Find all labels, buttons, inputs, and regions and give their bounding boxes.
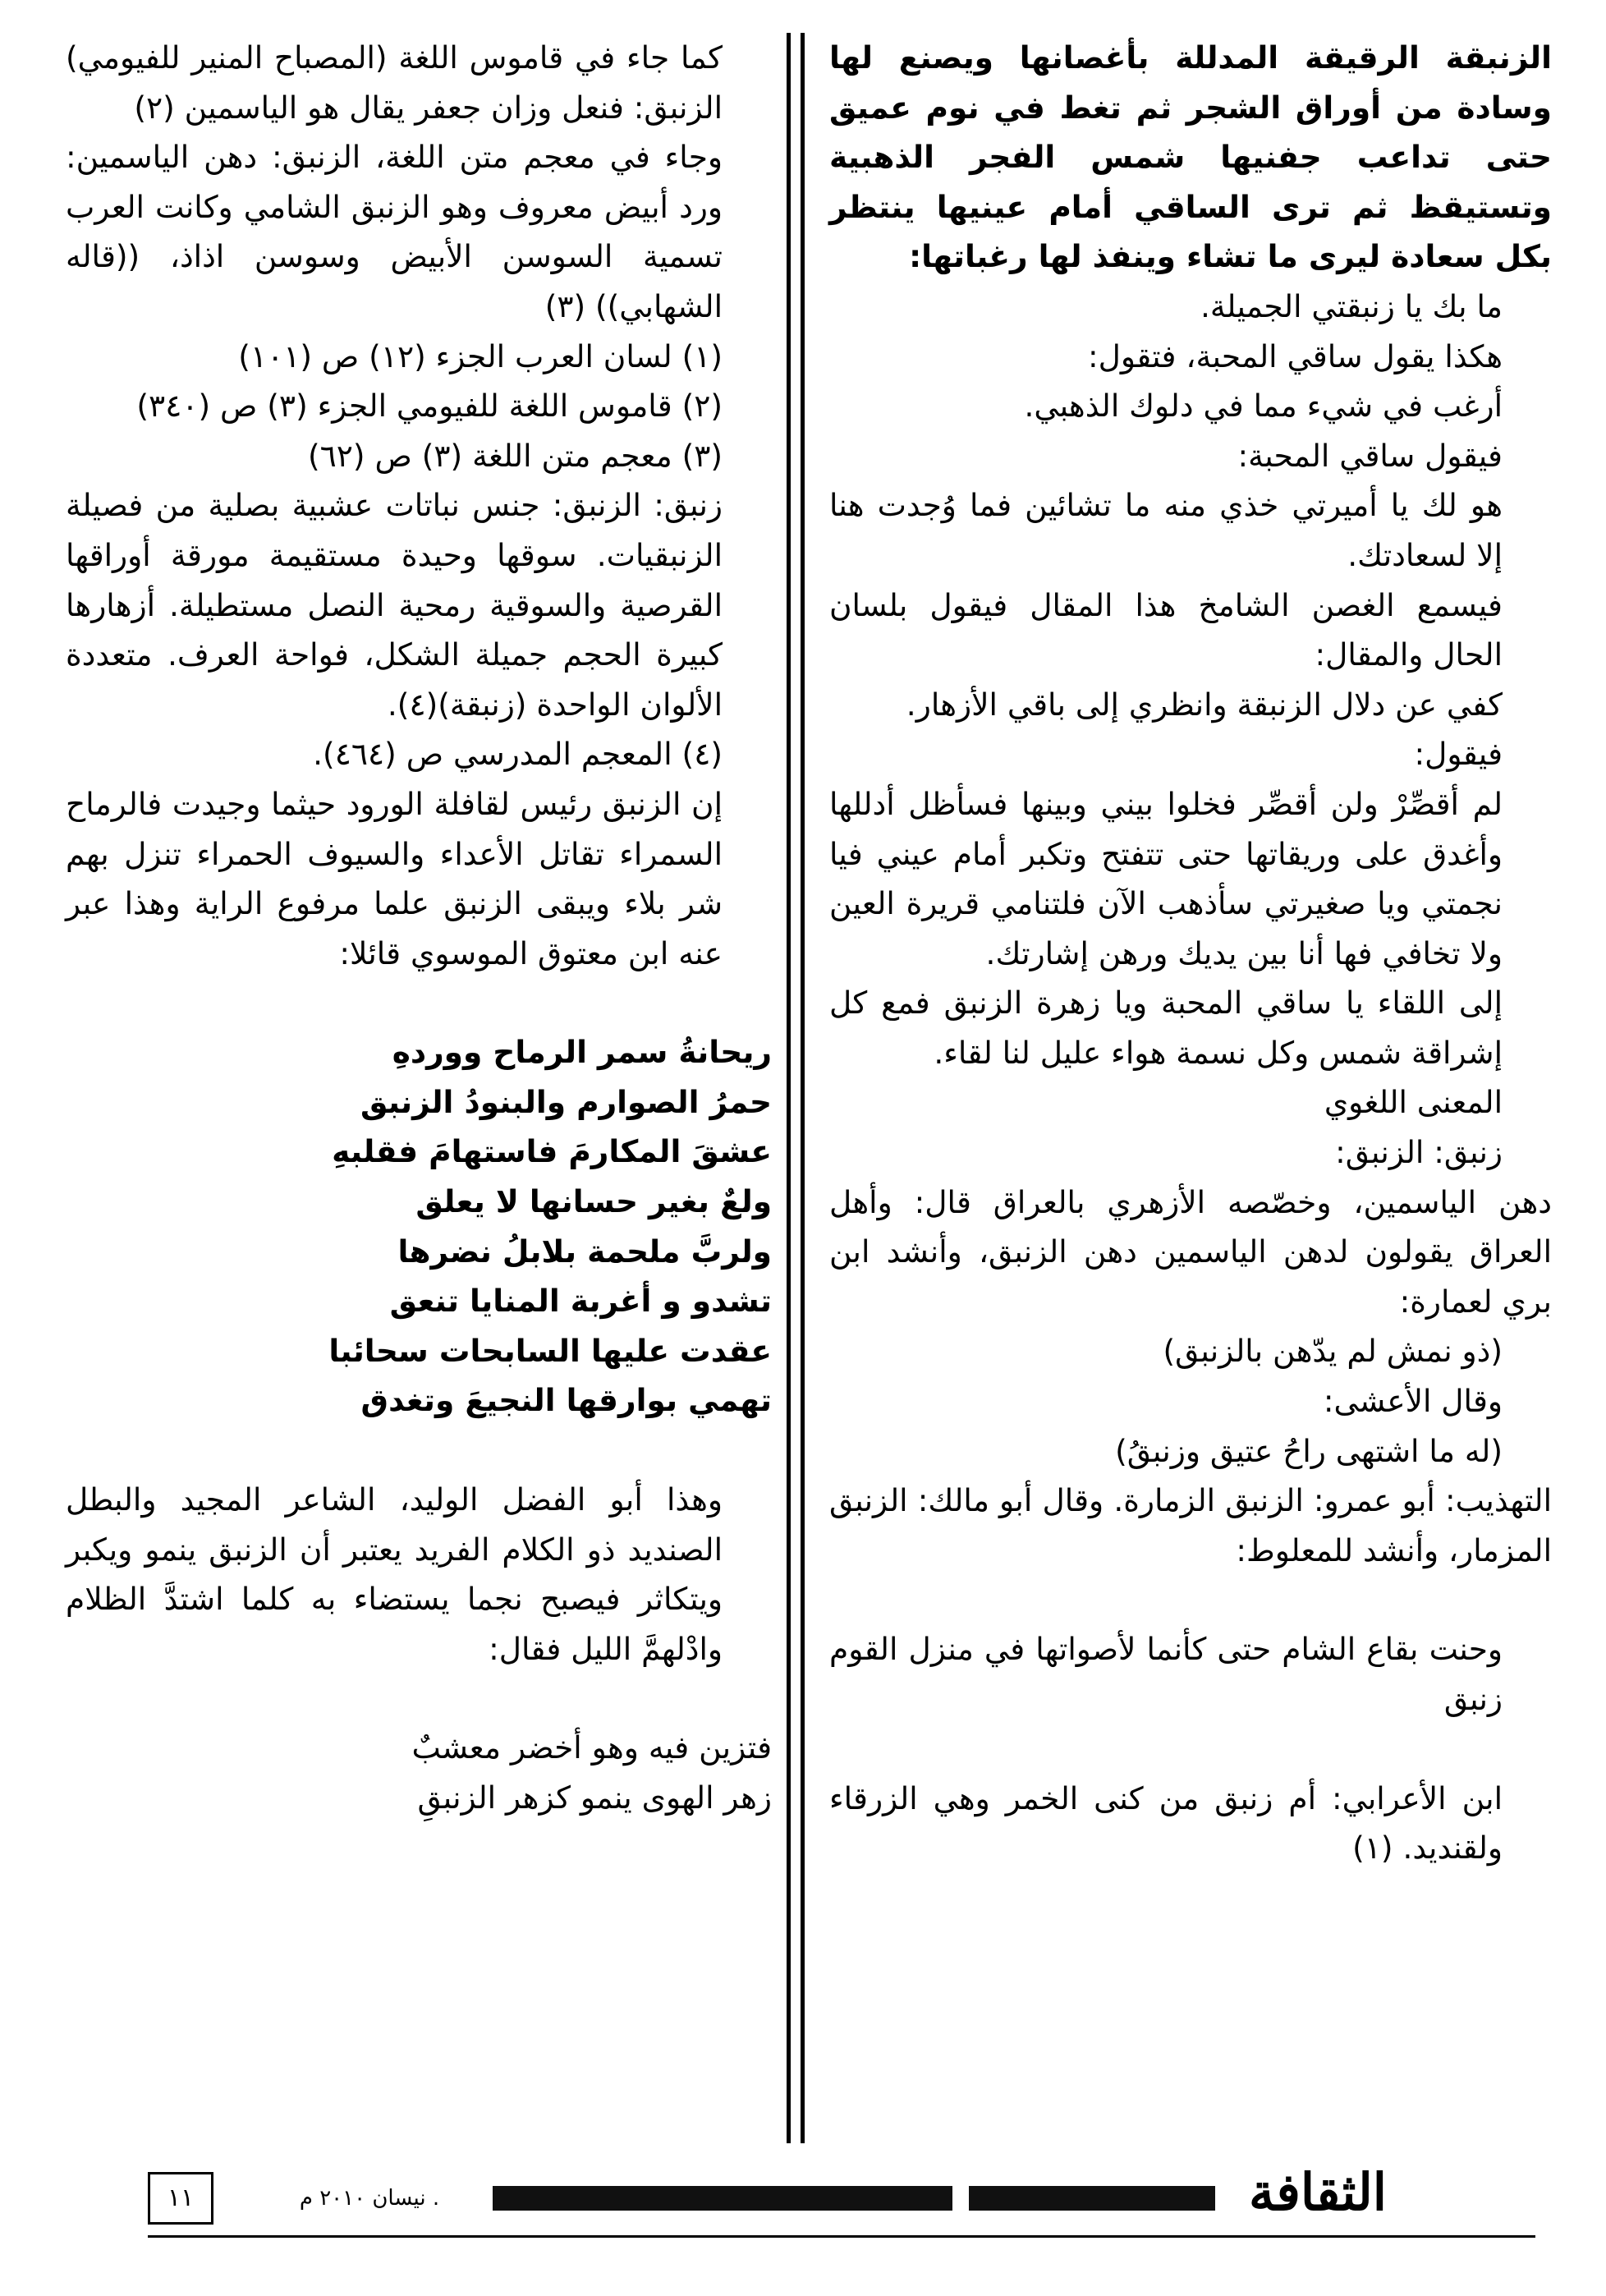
- spacer: [66, 1426, 772, 1475]
- paragraph: كما جاء في قاموس اللغة (المصباح المنير للفيومي) الزنبق: فنعل وزان جعفر يقال هو الياسمين (٢): [66, 39, 723, 126]
- paragraph: إن الزنبق رئيس لقافلة الورود حيثما وجيدت فالرماح السمراء تقاتل الأعداء والسيوف الحمراء تنزل بهم شر بلاء ويبقى الزنبق علما مرفوع الراية وهذا عبر عنه ابن معتوق الموسوي قائلا:: [66, 785, 723, 971]
- paragraph: فيسمع الغصن الشامخ هذا المقال فيقول بلسان الحال والمقال:: [829, 586, 1503, 673]
- paragraph: هكذا يقول ساقي المحبة، فتقول:: [1087, 338, 1503, 374]
- paragraph: فتزين فيه وهو أخضر معشبٌ: [411, 1729, 772, 1766]
- paragraph: تهمي بوارقها النجيعَ وتغدق: [360, 1382, 772, 1419]
- spacer: [66, 1674, 772, 1723]
- column-divider: [787, 33, 805, 2143]
- footer-bar-right: [969, 2186, 1215, 2211]
- paragraph: (له ما اشتهى راحُ عتيق وزنبقُ): [1115, 1432, 1503, 1469]
- paragraph: (٤) المعجم المدرسي ص (٤٦٤).: [313, 736, 723, 773]
- spacer: [829, 1724, 1552, 1774]
- paragraph: ولربَّ ملحمة بلابلُ نضرها: [397, 1233, 772, 1270]
- paragraph: فيقول:: [1414, 736, 1503, 773]
- paragraph: وقال الأعشى:: [1323, 1383, 1503, 1420]
- paragraph: فيقول ساقي المحبة:: [1237, 437, 1503, 474]
- right-column: [829, 33, 1552, 1873]
- paragraph: أرغب في شيء مما في دلوك الذهبي.: [1024, 388, 1503, 425]
- paragraph: (٢) قاموس اللغة للفيومي الجزء (٣) ص (٣٤٠): [136, 388, 723, 425]
- paragraph: حمرُ الصوارم والبنودُ الزنبق: [360, 1083, 772, 1120]
- paragraph: المعنى اللغوي: [1324, 1084, 1503, 1121]
- paragraph: الزنبقة الرقيقة المدللة بأغصانها ويصنع لها وسادة من أوراق الشجر ثم تغط في نوم عميق حتى تداعب جفنيها شمس الفجر الذهبية وتستيقظ ثم ترى الساقي أمام عينيها ينتظر بكل سعادة ليرى ما تشاء وينفذ لها رغباتها:: [829, 39, 1552, 275]
- paragraph: زهر الهوى ينمو كزهر الزنبقِ: [417, 1779, 772, 1816]
- paragraph: زنبق: الزنبق:: [1335, 1134, 1503, 1171]
- paragraph: وهذا أبو الفضل الوليد، الشاعر المجيد والبطل الصنديد ذو الكلام الفريد يعتبر أن الزنبق ينمو ويكبر ويتكاثر فيصبح نجما يستضاء به كلما اشتدَّ الظلام وادْلهمَّ الليل فقال:: [66, 1481, 723, 1667]
- paragraph: دهن الياسمين، وخصّصه الأزهري بالعراق قال: وأهل العراق يقولون لدهن الياسمين دهن الزنبق، وأنشد ابن بري لعمارة:: [829, 1183, 1552, 1320]
- paragraph: (١) لسان العرب الجزء (١٢) ص (١٠١): [238, 338, 723, 374]
- paragraph: التهذيب: أبو عمرو: الزنبق الزمارة. وقال أبو مالك: الزنبق المزمار، وأنشد للمعلوط:: [829, 1482, 1552, 1568]
- footer-bar-left: [493, 2186, 952, 2211]
- page-number: ١١: [148, 2172, 213, 2225]
- paragraph: زنبق: الزنبق: جنس نباتات عشبية بصلية من فصيلة الزنبقيات. سوقها وحيدة مستقيمة مورقة أوراقها القرصية والسوقية رمحية النصل مستطيلة. أزهارها كبيرة الحجم جميلة الشكل، فواحة العرف. متعددة الألوان الواحدة (زنبقة)(٤).: [66, 487, 723, 723]
- paragraph: (٣) معجم متن اللغة (٣) ص (٦٢): [307, 437, 723, 474]
- magazine-logo: الثقافة: [1249, 2162, 1387, 2222]
- spacer: [829, 1575, 1552, 1624]
- paragraph: ما بك يا زنبقتي الجميلة.: [1200, 287, 1503, 324]
- paragraph: تشدو و أغربة المنايا تنعق: [389, 1283, 772, 1320]
- paragraph: لم أقصِّرْ ولن أقصِّر فخلوا بيني وبينها فسأظل أدللها وأغدق على وريقاتها حتى تتفتح وتكبر أمام عيني فيا نجمتي ويا صغيرتي سأذهب الآن فلتنامي قريرة العين ولا تخافي فها أنا بين يديك ورهن إشارتك.: [829, 785, 1503, 971]
- paragraph: ولعٌ بغير حسانها لا يعلق: [415, 1183, 772, 1220]
- paragraph: هو لك يا أميرتي خذي منه ما تشائين فما وُجدت هنا إلا لسعادتك.: [829, 487, 1503, 573]
- left-column: [66, 33, 772, 1823]
- spacer: [66, 978, 772, 1027]
- paragraph: وجاء في معجم متن اللغة، الزنبق: دهن الياسمين: ورد أبيض معروف وهو الزنبق الشامي وكانت العرب تسمية السوسن الأبيض وسوسن اذاذ، ((قاله الشهابي)) (٣): [66, 139, 723, 324]
- paragraph: وحنت بقاع الشام حتى كأنما لأصواتها في منزل القوم زنبق: [829, 1631, 1503, 1717]
- issue-date: . نيسان ٢٠١٠ م: [299, 2186, 440, 2211]
- paragraph: (ذو نمش لم يدّهن بالزنبق): [1163, 1333, 1503, 1370]
- paragraph: إلى اللقاء يا ساقي المحبة ويا زهرة الزنبق فمع كل إشراقة شمس وكل نسمة هواء عليل لنا لقاء.: [829, 985, 1503, 1071]
- paragraph: ريحانةُ سمر الرماح ووردهِ: [392, 1034, 772, 1071]
- paragraph: ابن الأعرابي: أم زنبق من كنى الخمر وهي الزرقاء ولقنديد. (١): [829, 1779, 1503, 1867]
- paragraph: عقدت عليها السابحات سحائبا: [328, 1332, 772, 1369]
- paragraph: عشقَ المكارمَ فاستهامَ فقلبهِ: [332, 1133, 772, 1170]
- paragraph: كفي عن دلال الزنبقة وانظري إلى باقي الأزهار.: [906, 686, 1503, 723]
